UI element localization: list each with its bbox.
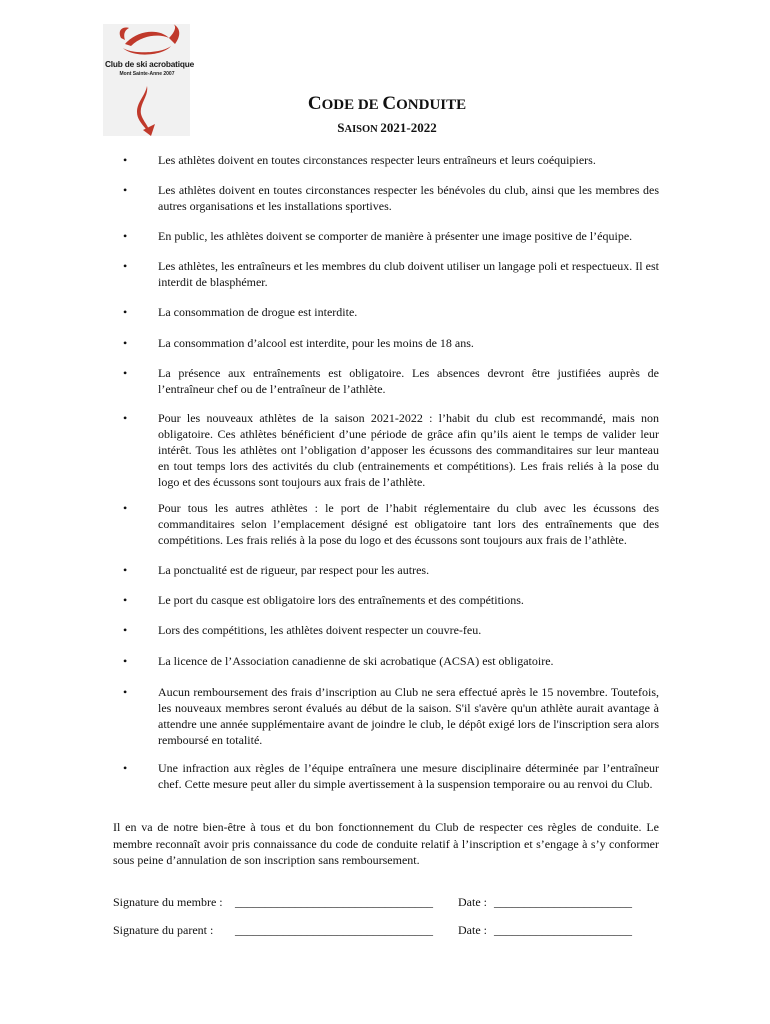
- bullet-icon: •: [123, 563, 128, 577]
- title-initial: C: [307, 93, 322, 114]
- parent-date-label: Date :: [458, 923, 487, 937]
- bullet-icon: •: [123, 623, 128, 637]
- rule-text: La consommation d’alcool est interdite, pour les moins de 18 ans.: [158, 336, 474, 350]
- title-part: ONDUITE: [396, 97, 467, 113]
- member-date-field[interactable]: _______________________: [494, 895, 632, 909]
- bullet-icon: •: [123, 259, 128, 273]
- rule-text: Les athlètes doivent en toutes circonstances respecter les bénévoles du club, ainsi que les membres des autres organisations et les installations sportives.: [158, 183, 659, 213]
- member-signature-label: Signature du membre :: [113, 895, 223, 909]
- bullet-icon: •: [123, 761, 128, 775]
- rule-text: La ponctualité est de rigueur, par respect pour les autres.: [158, 563, 430, 577]
- season-years: 2021-2022: [380, 120, 437, 135]
- bullet-icon: •: [123, 183, 128, 197]
- bullet-icon: •: [123, 501, 128, 515]
- parent-signature-field[interactable]: _________________________________: [235, 923, 433, 937]
- rule-text: Lors des compétitions, les athlètes doivent respecter un couvre-feu.: [158, 623, 482, 637]
- title-part: ODE DE: [321, 97, 383, 113]
- closing-paragraph: Il en va de notre bien-être à tous et du bon fonctionnement du Club de respecter ces règles de conduite. Le membre reconnaît avoir pris connaissance du code de conduite relatif à l’inscription et s’engage à s’y conformer sous peine d’annulation de son inscription sans remboursement.: [113, 820, 659, 867]
- subtitle-part: AISON: [344, 124, 381, 135]
- bullet-icon: •: [123, 411, 128, 425]
- rule-text: Les athlètes, les entraîneurs et les membres du club doivent utiliser un langage poli et respectueux. Il est interdit de blasphémer.: [158, 259, 659, 289]
- title-initial: C: [382, 93, 397, 114]
- logo-club-name: Club de ski acrobatique: [105, 59, 194, 69]
- subtitle-initial: S: [337, 120, 345, 135]
- bullet-icon: •: [123, 305, 128, 319]
- bullet-icon: •: [123, 366, 128, 380]
- bullet-icon: •: [123, 654, 128, 668]
- rule-text: Aucun remboursement des frais d’inscription au Club ne sera effectué après le 15 novembre. Toutefois, les nouveaux membres seront évalués au début de la saison. S'il s'avère qu'un athlète aurait avantage à attendre une année supplémentaire avant de joindre le club, le dépôt exigé lors de l'inscription sera alors remboursé en totalité.: [158, 685, 659, 747]
- rule-text: Le port du casque est obligatoire lors des entraînements et des compétitions.: [158, 593, 524, 607]
- rule-text: Pour tous les autres athlètes : le port de l’habit réglementaire du club avec les écussons des commanditaires selon l’emplacement désigné est obligatoire tant lors des entraînements que des compétitions. Les frais reliés à la pose du logo et des écussons sont toujours aux frais de l’athlète.: [158, 501, 659, 547]
- rule-text: En public, les athlètes doivent se comporter de manière à présenter une image positive de l’équipe.: [158, 229, 633, 243]
- member-date-label: Date :: [458, 895, 487, 909]
- bullet-icon: •: [123, 229, 128, 243]
- rule-text: La présence aux entraînements est obligatoire. Les absences devront être justifiées auprès de l’entraîneur chef ou de l’entraîneur de l’athlète.: [158, 366, 659, 396]
- bullet-icon: •: [123, 685, 128, 699]
- bullet-icon: •: [123, 153, 128, 167]
- rule-text: Une infraction aux règles de l’équipe entraînera une mesure disciplinaire déterminée par l’entraîneur chef. Cette mesure peut aller du simple avertissement à la suspension temporaire ou au renvoi du Club.: [158, 761, 659, 791]
- parent-date-field[interactable]: _______________________: [494, 923, 632, 937]
- rule-text: Pour les nouveaux athlètes de la saison 2021-2022 : l’habit du club est recommandé, mais non obligatoire. Ces athlètes bénéficient d’une période de grâce afin qu’ils aient le temps de valider leur intérêt. Tous les athlètes ont l’obligation d’apposer les écussons des commanditaires sur leur manteau en tout temps lors des activités du club (entrainements et compétitions). Les frais reliés à la pose du logo et des écussons sont toujours aux frais de l’athlète.: [158, 411, 659, 489]
- parent-signature-label: Signature du parent :: [113, 923, 214, 937]
- member-signature-field[interactable]: _________________________________: [235, 895, 433, 909]
- rule-text: La licence de l’Association canadienne de ski acrobatique (ACSA) est obligatoire.: [158, 654, 554, 668]
- rule-text: Les athlètes doivent en toutes circonstances respecter leurs entraîneurs et leurs coéquipiers.: [158, 153, 596, 167]
- bullet-icon: •: [123, 593, 128, 607]
- logo-location: Mont Sainte-Anne 2007: [119, 71, 175, 77]
- rule-text: La consommation de drogue est interdite.: [158, 305, 358, 319]
- bullet-icon: •: [123, 336, 128, 350]
